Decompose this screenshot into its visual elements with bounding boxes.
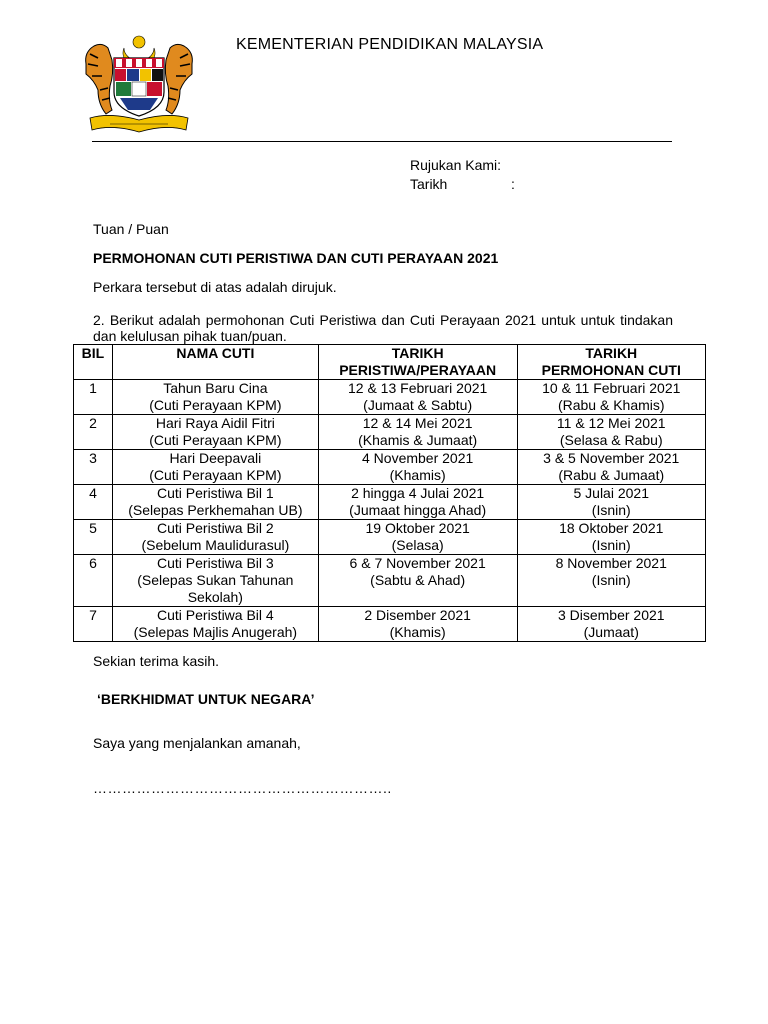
cell-mohon — [517, 607, 706, 642]
cell-bil-text: 7 — [89, 607, 97, 623]
header-mohon — [517, 345, 706, 380]
cell-mohon-text: (Isnin) — [591, 572, 631, 588]
table-body — [74, 380, 706, 642]
header-nama: NAMA CUTI — [112, 345, 318, 380]
cell-nama-text: (Cuti Perayaan KPM) — [149, 397, 282, 413]
cell-tarikh-text: (Khamis) — [389, 624, 446, 640]
cell-nama — [112, 415, 318, 450]
cell-tarikh-text: 19 Oktober 2021 — [365, 520, 470, 536]
cell-nama — [112, 380, 318, 415]
cell-mohon-text: (Isnin) — [591, 537, 631, 553]
cell-nama-text: Tahun Baru Cina — [163, 380, 268, 396]
cell-mohon-text: 11 & 12 Mei 2021 — [556, 415, 666, 431]
cell-bil — [74, 485, 113, 520]
table-row — [74, 415, 706, 450]
header-tarikh-line2: PERISTIWA/PERAYAAN — [339, 362, 497, 378]
cell-tarikh-text: (Jumaat & Sabtu) — [363, 397, 473, 413]
header-mohon-line1: TARIKH — [585, 345, 638, 361]
cell-tarikh-text: (Khamis & Jumaat) — [358, 432, 478, 448]
cell-tarikh-text: 12 & 13 Februari 2021 — [347, 380, 488, 396]
sign-off: Saya yang menjalankan amanah, — [93, 735, 301, 751]
cell-mohon — [517, 520, 706, 555]
header-tarikh-line1: TARIKH — [391, 345, 444, 361]
malaysia-coat-of-arms-icon — [80, 34, 198, 134]
cell-tarikh-text: 2 Disember 2021 — [364, 607, 471, 623]
cell-bil — [74, 607, 113, 642]
cell-mohon-text: 3 & 5 November 2021 — [543, 450, 680, 466]
cell-mohon-text: 3 Disember 2021 — [557, 607, 665, 623]
cell-nama-text: (Sebelum Maulidurasul) — [141, 537, 290, 553]
cell-tarikh — [318, 607, 517, 642]
closing-line: Sekian terima kasih. — [93, 653, 220, 669]
cell-tarikh-text: (Jumaat hingga Ahad) — [349, 502, 487, 518]
cell-nama-text: (Selepas Perkhemahan UB) — [128, 502, 303, 518]
header-bil: BIL — [74, 345, 113, 380]
cell-bil-text: 1 — [89, 380, 97, 396]
cell-mohon-text: 18 Oktober 2021 — [559, 520, 664, 536]
cell-tarikh-text: (Selasa) — [391, 537, 444, 553]
paragraph-2: 2. Berikut adalah permohonan Cuti Peristiwa dan Cuti Perayaan 2021 untuk untuk tindakan dan kelulusan pihak tuan/puan. — [93, 312, 673, 344]
cell-tarikh-text: 4 November 2021 — [362, 450, 474, 466]
header-tarikh — [318, 345, 517, 380]
cell-tarikh-text: 6 & 7 November 2021 — [349, 555, 486, 571]
date-colon: : — [511, 176, 515, 192]
cell-nama-text: Cuti Peristiwa Bil 3 — [157, 555, 274, 571]
cell-nama — [112, 520, 318, 555]
signature-line: …………………………………………………….. — [93, 780, 392, 796]
cell-tarikh — [318, 415, 517, 450]
header-rule — [92, 141, 672, 142]
cell-mohon — [517, 485, 706, 520]
cell-nama-text: (Cuti Perayaan KPM) — [149, 467, 282, 483]
cell-tarikh-text: (Sabtu & Ahad) — [370, 572, 466, 588]
cell-bil-text: 2 — [89, 415, 97, 431]
cell-bil — [74, 555, 113, 607]
cell-mohon-text: (Rabu & Jumaat) — [558, 467, 665, 483]
cell-bil-text: 4 — [89, 485, 97, 501]
cell-nama-text: Hari Raya Aidil Fitri — [155, 415, 275, 431]
header-mohon-line2: PERMOHONAN CUTI — [541, 362, 681, 378]
ministry-name: KEMENTERIAN PENDIDIKAN MALAYSIA — [236, 36, 544, 53]
cell-bil-text: 6 — [89, 555, 97, 571]
cell-mohon — [517, 555, 706, 607]
leave-table — [73, 344, 706, 642]
table-row — [74, 607, 706, 642]
cell-mohon-text: 10 & 11 Februari 2021 — [542, 380, 681, 396]
cell-nama-text: Sekolah) — [187, 589, 243, 605]
cell-tarikh — [318, 380, 517, 415]
cell-bil-text: 5 — [89, 520, 97, 536]
cell-bil — [74, 450, 113, 485]
cell-nama-text: Cuti Peristiwa Bil 2 — [157, 520, 274, 536]
cell-bil — [74, 415, 113, 450]
table-row — [74, 555, 706, 607]
cell-nama — [112, 485, 318, 520]
cell-bil — [74, 520, 113, 555]
letter-subject: PERMOHONAN CUTI PERISTIWA DAN CUTI PERAYAAN 2021 — [93, 250, 499, 266]
motto: ‘BERKHIDMAT UNTUK NEGARA’ — [97, 691, 315, 707]
table-row — [74, 380, 706, 415]
cell-tarikh — [318, 555, 517, 607]
table-row — [74, 450, 706, 485]
paragraph-1: Perkara tersebut di atas adalah dirujuk. — [93, 279, 337, 295]
cell-nama-text: (Selepas Sukan Tahunan — [137, 572, 294, 588]
cell-nama — [112, 607, 318, 642]
cell-mohon — [517, 415, 706, 450]
date-row — [410, 176, 515, 192]
cell-mohon — [517, 380, 706, 415]
cell-mohon-text: (Jumaat) — [583, 624, 639, 640]
cell-nama — [112, 450, 318, 485]
cell-mohon-text: 8 November 2021 — [555, 555, 667, 571]
salutation: Tuan / Puan — [93, 221, 169, 237]
cell-nama — [112, 555, 318, 607]
cell-tarikh-text: (Khamis) — [389, 467, 446, 483]
table-header-row — [74, 345, 706, 380]
cell-mohon-text: (Selasa & Rabu) — [559, 432, 663, 448]
cell-nama-text: Cuti Peristiwa Bil 1 — [157, 485, 274, 501]
cell-tarikh-text: 2 hingga 4 Julai 2021 — [351, 485, 485, 501]
cell-tarikh — [318, 485, 517, 520]
cell-nama-text: (Cuti Perayaan KPM) — [149, 432, 282, 448]
table-row — [74, 520, 706, 555]
reference-label: Rujukan Kami: — [410, 157, 502, 173]
cell-nama-text: (Selepas Majlis Anugerah) — [133, 624, 298, 640]
cell-tarikh-text: 12 & 14 Mei 2021 — [362, 415, 473, 431]
date-label: Tarikh — [410, 176, 448, 192]
cell-nama-text: Hari Deepavali — [169, 450, 262, 466]
cell-bil-text: 3 — [89, 450, 97, 466]
cell-mohon-text: 5 Julai 2021 — [573, 485, 649, 501]
cell-mohon-text: (Rabu & Khamis) — [557, 397, 665, 413]
cell-tarikh — [318, 520, 517, 555]
table-row — [74, 485, 706, 520]
cell-tarikh — [318, 450, 517, 485]
cell-nama-text: Cuti Peristiwa Bil 4 — [157, 607, 274, 623]
cell-bil — [74, 380, 113, 415]
cell-mohon — [517, 450, 706, 485]
cell-mohon-text: (Isnin) — [591, 502, 631, 518]
